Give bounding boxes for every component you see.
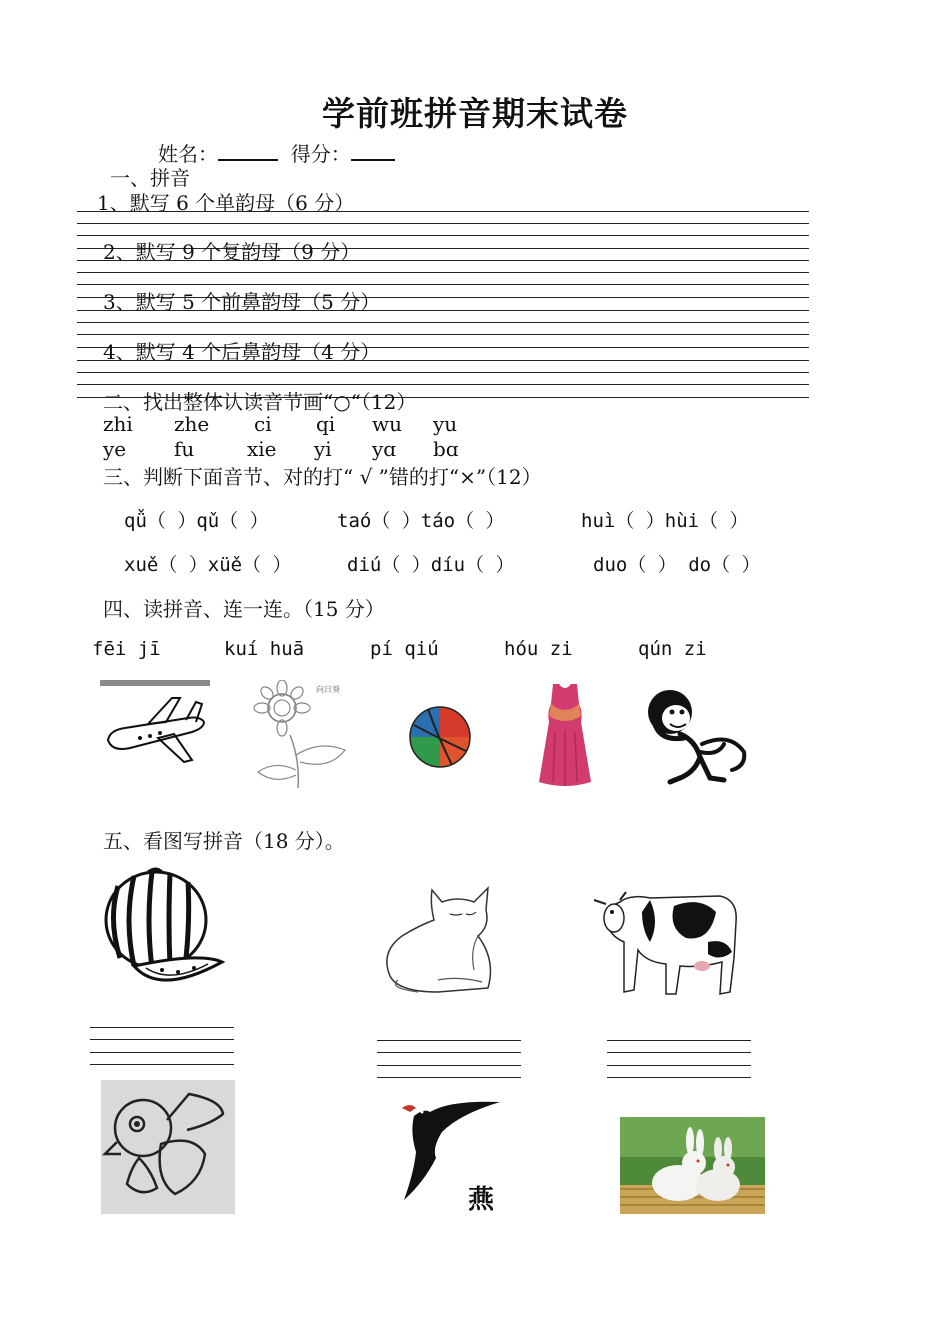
syllable-qi[interactable]: qi: [316, 412, 336, 436]
writing-line[interactable]: [77, 260, 809, 261]
pinyin-houzi[interactable]: hóu zi: [504, 638, 573, 660]
score-blank[interactable]: [351, 141, 395, 161]
writing-line[interactable]: [77, 272, 809, 273]
answer-line[interactable]: [90, 1039, 234, 1040]
answer-line[interactable]: [377, 1077, 521, 1078]
cat-icon[interactable]: [378, 880, 518, 1000]
writing-line[interactable]: [77, 322, 809, 323]
name-label: 姓名：: [158, 142, 218, 166]
dress-icon[interactable]: [535, 682, 595, 790]
part2-heading: 二、找出整体认读音节画“○“（12）: [103, 390, 417, 414]
student-info: [158, 138, 395, 167]
watermelon-icon[interactable]: [100, 866, 226, 1000]
swallow-caption: 燕: [468, 1185, 495, 1214]
part1-q2: 2、默写 9 个复韵母（9 分）: [103, 240, 361, 264]
judge-item[interactable]: xuě（ ）xüě（ ）: [124, 554, 292, 576]
airplane-icon[interactable]: [100, 680, 210, 770]
answer-line[interactable]: [607, 1065, 751, 1066]
cow-icon[interactable]: [590, 882, 742, 1002]
judge-item[interactable]: huì（ ）hùi（ ）: [581, 510, 749, 532]
answer-line[interactable]: [90, 1027, 234, 1028]
answer-line[interactable]: [377, 1040, 521, 1041]
sunflower-caption: 向日葵: [316, 685, 340, 694]
pinyin-piqiu[interactable]: pí qiú: [370, 638, 439, 660]
pinyin-kuihua[interactable]: kuí huā: [224, 638, 305, 660]
part1-q1: 1、默写 6 个单韵母（6 分）: [97, 191, 355, 215]
judge-item[interactable]: diú（ ）díu（ ）: [347, 554, 515, 576]
swallow-icon[interactable]: [380, 1092, 510, 1214]
writing-line[interactable]: [77, 223, 809, 224]
part5-heading: 五、看图写拼音（18 分）。: [103, 829, 345, 853]
bird-icon[interactable]: [101, 1080, 235, 1214]
writing-line[interactable]: [77, 211, 809, 212]
part1-q4: 4、默写 4 个后鼻韵母（4 分）: [103, 340, 381, 364]
score-label: 得分：: [290, 142, 351, 166]
judge-item[interactable]: qǚ（ ）qǔ（ ）: [124, 510, 269, 532]
writing-line[interactable]: [77, 284, 809, 285]
answer-line[interactable]: [90, 1064, 234, 1065]
syllable-xie[interactable]: xie: [247, 437, 277, 461]
name-blank[interactable]: [218, 141, 278, 161]
answer-line[interactable]: [607, 1040, 751, 1041]
rabbits-icon[interactable]: [620, 1117, 765, 1214]
sunflower-icon[interactable]: [250, 680, 360, 790]
writing-line[interactable]: [77, 310, 809, 311]
answer-line[interactable]: [377, 1052, 521, 1053]
writing-line[interactable]: [77, 384, 809, 385]
syllable-yi[interactable]: yi: [314, 437, 332, 461]
writing-line[interactable]: [77, 334, 809, 335]
writing-line[interactable]: [77, 360, 809, 361]
monkey-icon[interactable]: [640, 682, 750, 788]
syllable-ci[interactable]: ci: [254, 412, 272, 436]
syllable-ye[interactable]: ye: [103, 437, 127, 461]
syllable-ba[interactable]: bɑ: [433, 437, 459, 461]
syllable-zhi[interactable]: zhi: [103, 412, 133, 436]
pinyin-qunzi[interactable]: qún zi: [638, 638, 707, 660]
answer-line[interactable]: [607, 1052, 751, 1053]
judge-item[interactable]: duo（ ） do（ ）: [593, 554, 761, 576]
answer-line[interactable]: [607, 1077, 751, 1078]
part4-heading: 四、读拼音、连一连。（15 分）: [103, 597, 385, 621]
answer-line[interactable]: [90, 1052, 234, 1053]
judge-item[interactable]: taó（ ）táo（ ）: [337, 510, 505, 532]
syllable-wu[interactable]: wu: [372, 412, 402, 436]
ball-icon[interactable]: [408, 705, 472, 769]
pinyin-feiji[interactable]: fēi jī: [92, 638, 161, 660]
part3-heading: 三、判断下面音节、对的打“ √ ”错的打“×”（12）: [103, 465, 542, 489]
syllable-fu[interactable]: fu: [174, 437, 195, 461]
answer-line[interactable]: [377, 1065, 521, 1066]
page-title: 学前班拼音期末试卷: [322, 94, 628, 133]
syllable-zhe[interactable]: zhe: [174, 412, 210, 436]
syllable-yu[interactable]: yu: [433, 412, 458, 436]
part1-q3: 3、默写 5 个前鼻韵母（5 分）: [103, 290, 381, 314]
writing-line[interactable]: [77, 372, 809, 373]
part1-heading: 一、拼音: [110, 166, 190, 190]
syllable-ya[interactable]: yɑ: [372, 437, 397, 461]
